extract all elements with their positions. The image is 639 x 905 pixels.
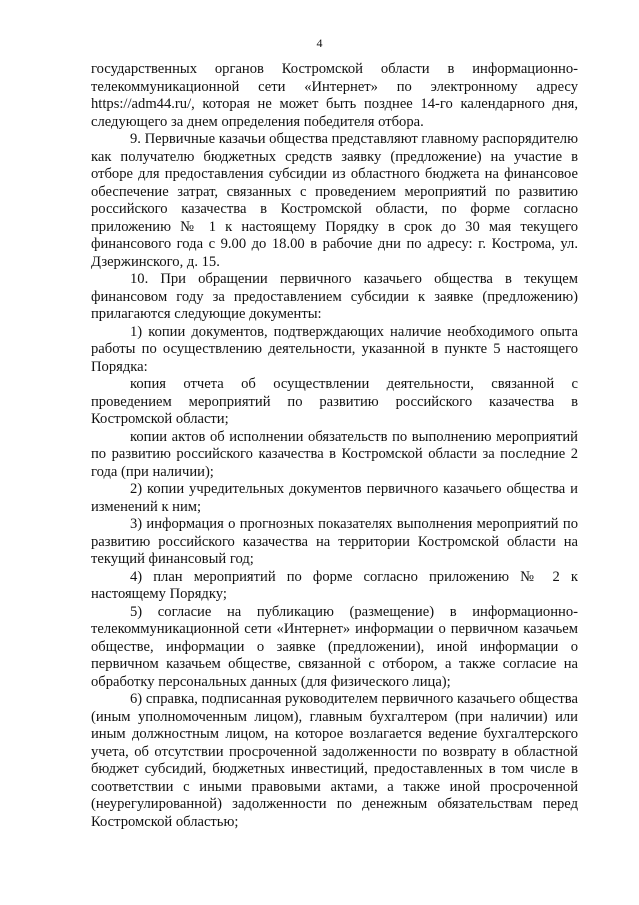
paragraph-acts-copies: копии актов об исполнении обязательств по выполнению мероприятий по развитию российского казачества в Костромской области за последние 2 года (при наличии); [91, 428, 578, 480]
paragraph-item-10: 10. При обращении первичного казачьего общества в текущем финансовом году за предоставлением субсидии к заявке (предложению) прилагаются следующие документы: [91, 271, 578, 322]
document-body [91, 61, 578, 831]
paragraph-report-copy: копия отчета об осуществлении деятельности, связанной с проведением мероприятий по развитию российского казачества в Костромской области; [91, 376, 578, 427]
paragraph-item-9: 9. Первичные казачьи общества представляют главному распорядителю как получателю бюджетных средств заявку (предложение) на участие в отборе для предоставления субсидии из областного бюджета на финансовое обеспечение затрат, связанных с проведением мероприятий по развитию российского казачества в Костромской области, по форме согласно приложению № 1 к настоящему Порядку в срок до 30 мая текущего финансового года с 9.00 до 18.00 в рабочие дни по адресу: г. Кострома, ул. Дзержинского, д. 15. [91, 131, 578, 270]
paragraph-subitem-6: 6) справка, подписанная руководителем первичного казачьего общества (иным уполномоченным лицом), главным бухгалтером (при наличии) или иным должностным лицом, на которое возлагается ведение бухгалтерского учета, об отсутствии просроченной задолженности по возврату в областной бюджет субсидий, бюджетных инвестиций, предоставленных в том числе в соответствии с иными правовыми актами, а также иной просроченной (неурегулированной) задолженности по денежным обязательствам перед Костромской областью; [91, 691, 578, 830]
paragraph-subitem-2: 2) копии учредительных документов первичного казачьего общества и изменений к ним; [91, 481, 578, 515]
paragraph-subitem-5: 5) согласие на публикацию (размещение) в информационно-телекоммуникационной сети «Интернет» информации о первичном казачьем обществе, информации о заявке (предложении), иной информации о первичном казачьем обществе, связанной с отбором, а также согласие на обработку персональных данных (для физического лица); [91, 603, 578, 690]
paragraph-subitem-3: 3) информация о прогнозных показателях выполнения мероприятий по развитию российского казачества на территории Костромской области на текущий финансовый год; [91, 516, 578, 567]
paragraph-subitem-4: 4) план мероприятий по форме согласно приложению № 2 к настоящему Порядку; [91, 568, 578, 602]
page-number: 4 [316, 36, 323, 50]
paragraph-subitem-1: 1) копии документов, подтверждающих наличие необходимого опыта работы по осуществлению деятельности, указанной в пункте 5 настоящего Порядка: [91, 323, 578, 375]
paragraph-continuation: государственных органов Костромской области в информационно-телекоммуникационной сети «Интернет» по электронному адресу https://adm44.ru/, которая не может быть позднее 14-го календарного дня, следующего за днем определения победителя отбора. [91, 61, 578, 130]
